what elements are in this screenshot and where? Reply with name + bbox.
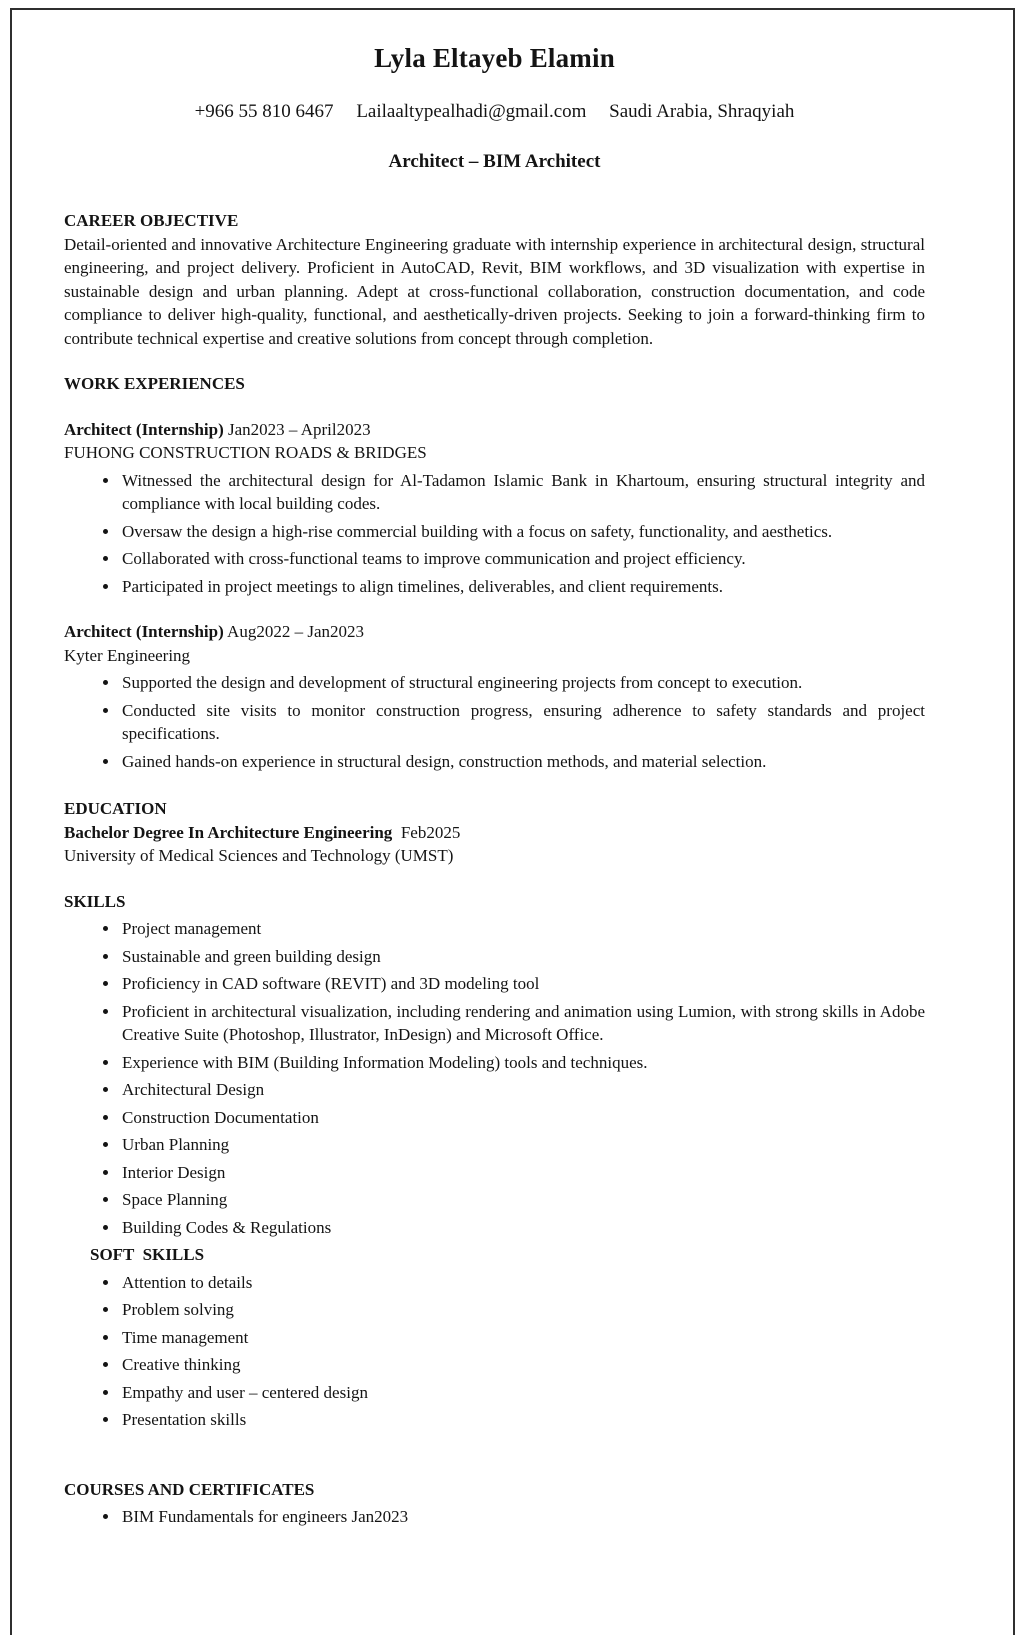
- bullet-item: • Presentation skills: [120, 1408, 925, 1432]
- job-dates: Jan2023 – April2023: [223, 419, 371, 439]
- location-text: Saudi Arabia, Shraqyiah: [609, 101, 795, 122]
- job-title: Architect – BIM Architect: [388, 150, 601, 172]
- bullet-item: • Witnessed the architectural design for Al-Tadamon Islamic Bank in Khartoum, ensuring structural integrity and compliance with local building codes.: [120, 469, 925, 516]
- section-courses: [64, 1478, 925, 1529]
- bullet-item: • Collaborated with cross-functional teams to improve communication and project efficiency.: [120, 547, 925, 571]
- bullet-item: • BIM Fundamentals for engineers Jan2023: [120, 1505, 925, 1529]
- document-header: [64, 42, 925, 173]
- career-objective-heading: CAREER OBJECTIVE: [64, 211, 239, 230]
- contact-line: [64, 100, 925, 124]
- job-role: Architect (Internship): [64, 622, 224, 641]
- job-dates: Aug2022 – Jan2023: [223, 622, 364, 641]
- section-skills: [64, 890, 925, 1432]
- bullet-item: • Experience with BIM (Building Information Modeling) tools and techniques.: [120, 1051, 925, 1075]
- bullet-item: • Urban Planning: [120, 1133, 925, 1157]
- courses-list: [64, 1505, 925, 1529]
- degree-name: Bachelor Degree In Architecture Engineering: [64, 822, 393, 842]
- job-company: Kyter Engineering: [64, 645, 191, 665]
- bullet-item: • Construction Documentation: [120, 1106, 925, 1130]
- job-role: Architect (Internship): [64, 419, 224, 439]
- bullet-item: • Proficient in architectural visualization, including rendering and animation using Lumion, with strong skills in Adobe Creative Suite (Photoshop, Illustrator, InDesign) and Microsoft Office.: [120, 1000, 925, 1047]
- bullet-item: • Interior Design: [120, 1161, 925, 1185]
- job-company: FUHONG CONSTRUCTION ROADS & BRIDGES: [64, 443, 427, 462]
- bullet-item: • Project management: [120, 917, 925, 941]
- soft-skills-heading: SOFT SKILLS: [90, 1245, 205, 1264]
- bullet-item: • Proficiency in CAD software (REVIT) and 3D modeling tool: [120, 972, 925, 996]
- section-career-objective: [64, 209, 925, 350]
- bullet-item: • Sustainable and green building design: [120, 945, 925, 969]
- work-experiences-heading: WORK EXPERIENCES: [64, 374, 245, 393]
- job-entry: [64, 418, 925, 599]
- soft-skills-list: [64, 1271, 925, 1432]
- skills-heading: SKILLS: [64, 891, 126, 911]
- career-objective-text: Detail-oriented and innovative Architecture Engineering graduate with internship experience in architectural design, structural engineering, and project delivery. Proficient in AutoCAD, Revit, BIM workflows, and 3D visualization with expertise in sustainable design and urban planning. Adept at cross-functional collaboration, construction documentation, and code compliance to deliver high-quality, functional, and aesthetically-driven projects. Seeking to join a forward-thinking firm to contribute technical expertise and creative solutions from concept through completion.: [64, 234, 925, 348]
- email-address: Lailaaltypealhadi@gmail.com: [356, 101, 587, 122]
- job-entry: [64, 620, 925, 773]
- bullet-item: • Gained hands-on experience in structural design, construction methods, and material selection.: [120, 750, 925, 774]
- job-header: [64, 620, 925, 644]
- bullet-item: • Architectural Design: [120, 1078, 925, 1102]
- bullet-item: • Oversaw the design a high-rise commercial building with a focus on safety, functionality, and aesthetics.: [120, 520, 925, 544]
- bullet-item: • Empathy and user – centered design: [120, 1381, 925, 1405]
- section-work-experiences: [64, 372, 925, 773]
- degree-date: Feb2025: [392, 822, 461, 842]
- bullet-item: • Problem solving: [120, 1298, 925, 1322]
- bullet-item: • Participated in project meetings to align timelines, deliverables, and client requirements.: [120, 575, 925, 599]
- phone-number: +966 55 810 6467: [194, 101, 334, 122]
- courses-heading: COURSES AND CERTIFICATES: [64, 1479, 315, 1499]
- job-bullet-list: [64, 469, 925, 599]
- candidate-name: Lyla Eltayeb Elamin: [374, 43, 615, 73]
- education-heading: EDUCATION: [64, 799, 167, 818]
- bullet-item: • Time management: [120, 1326, 925, 1350]
- section-education: [64, 797, 925, 868]
- bullet-item: • Attention to details: [120, 1271, 925, 1295]
- bullet-item: • Space Planning: [120, 1188, 925, 1212]
- bullet-item: • Conducted site visits to monitor construction progress, ensuring adherence to safety standards and project specifications.: [120, 699, 925, 746]
- job-bullet-list: [64, 671, 925, 773]
- education-school: University of Medical Sciences and Technology (UMST): [64, 846, 454, 865]
- skills-list: [64, 917, 925, 1239]
- bullet-item: • Supported the design and development of structural engineering projects from concept to execution.: [120, 671, 925, 695]
- bullet-item: • Building Codes & Regulations: [120, 1216, 925, 1240]
- bullet-item: • Creative thinking: [120, 1353, 925, 1377]
- education-degree-line: [64, 821, 925, 845]
- job-header: [64, 418, 925, 442]
